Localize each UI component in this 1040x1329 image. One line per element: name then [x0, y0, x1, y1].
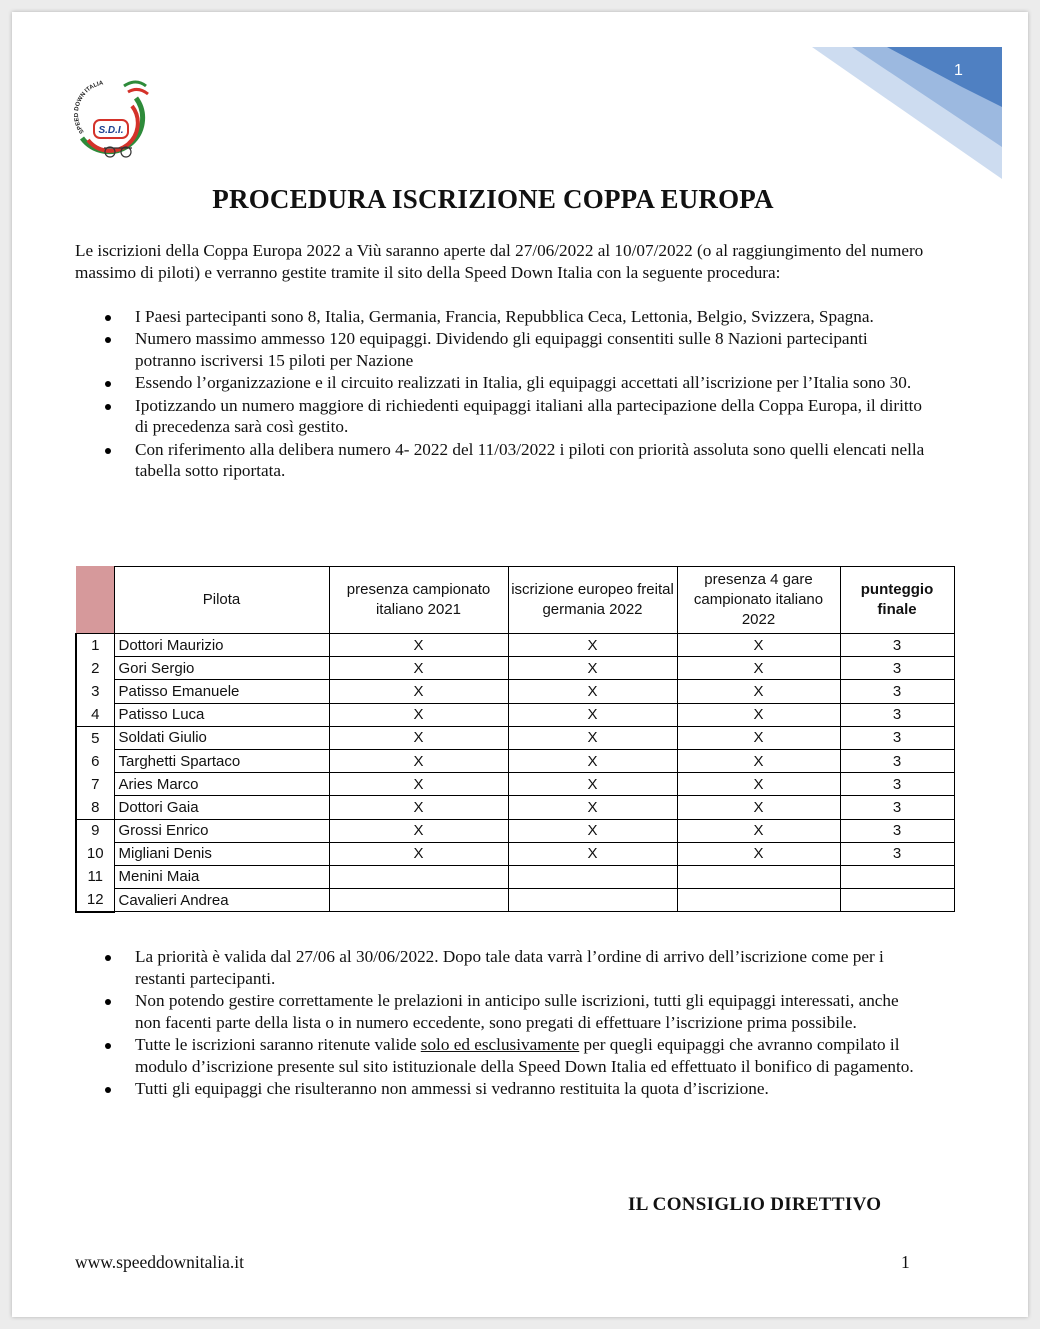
cell-campionato-2021: X — [329, 634, 508, 657]
speed-down-italia-logo — [74, 76, 152, 168]
list-item-text: Numero massimo ammesso 120 equipaggi. Dividendo gli equipaggi consentiti sulle 8 Nazioni partecipanti potranno iscriversi 15 piloti per Nazione — [135, 329, 868, 370]
list-item-text: Essendo l’organizzazione e il circuito realizzati in Italia, gli equipaggi accettati all’iscrizione per l’Italia sono 30. — [135, 373, 912, 393]
cell-gare-2022: X — [677, 634, 840, 657]
row-number: 8 — [76, 796, 114, 819]
logo-arc-text: SPEED DOWN ITALIA — [74, 80, 104, 135]
list-item-text: Ipotizzando un numero maggiore di richiedenti equipaggi italiani alla partecipazione della Coppa Europa, il diritto di precedenza sarà così gestito. — [135, 395, 923, 437]
table-row — [76, 680, 954, 703]
document-title: PROCEDURA ISCRIZIONE COPPA EUROPA — [212, 184, 774, 214]
row-number: 9 — [76, 819, 114, 842]
cell-punteggio: 3 — [840, 657, 954, 680]
cell-gare-2022: X — [677, 680, 840, 703]
list-item-text: Tutte le iscrizioni saranno ritenute valide — [135, 1035, 421, 1054]
document-page — [12, 12, 1028, 1317]
cell-gare-2022: X — [677, 819, 840, 842]
cell-campionato-2021: X — [329, 749, 508, 772]
header-campionato-2021: presenza campionato italiano 2021 — [329, 567, 508, 634]
bullet-dot-icon — [105, 955, 111, 961]
priority-table — [75, 566, 955, 913]
cell-gare-2022: X — [677, 749, 840, 772]
cell-europeo-2022: X — [508, 796, 677, 819]
cell-europeo-2022: X — [508, 749, 677, 772]
bullet-dot-icon — [105, 315, 111, 321]
pilot-name: Dottori Maurizio — [114, 634, 329, 657]
cell-europeo-2022: X — [508, 634, 677, 657]
table-row — [76, 657, 954, 680]
cell-europeo-2022: X — [508, 657, 677, 680]
cell-europeo-2022: X — [508, 726, 677, 749]
list-item-text: per quegli equipaggi che avranno compilato il modulo d’iscrizione presente sul sito istituzionale della Speed Down Italia ed effettuato il bonifico di pagamento. — [135, 1035, 914, 1076]
cell-punteggio — [840, 865, 954, 888]
underlined-emphasis: solo ed esclusivamente — [420, 1035, 580, 1054]
pilot-name: Soldati Giulio — [114, 726, 329, 749]
list-item-text: Con riferimento alla delibera numero 4- 2022 del 11/03/2022 i piloti con priorità assoluta sono quelli elencati nella tabella sotto riportata. — [135, 439, 925, 481]
table-row — [76, 842, 954, 865]
row-number: 4 — [76, 703, 114, 726]
top-bullet-list — [75, 306, 925, 483]
bullet-dot-icon — [105, 381, 111, 387]
cell-gare-2022: X — [677, 657, 840, 680]
bullet-dot-icon — [105, 404, 111, 410]
list-item — [75, 439, 925, 482]
list-item-text: I Paesi partecipanti sono 8, Italia, Germania, Francia, Repubblica Ceca, Lettonia, Belgio, Svizzera, Spagna. — [135, 307, 874, 326]
table-row — [76, 749, 954, 772]
cell-gare-2022 — [677, 889, 840, 912]
list-item — [75, 306, 925, 328]
cell-gare-2022: X — [677, 773, 840, 796]
cell-punteggio — [840, 889, 954, 912]
row-number: 10 — [76, 842, 114, 865]
cell-campionato-2021: X — [329, 680, 508, 703]
cell-europeo-2022: X — [508, 819, 677, 842]
cell-gare-2022: X — [677, 703, 840, 726]
list-item — [75, 1034, 925, 1077]
cell-campionato-2021: X — [329, 703, 508, 726]
cell-punteggio: 3 — [840, 749, 954, 772]
pilot-name: Gori Sergio — [114, 657, 329, 680]
cell-punteggio: 3 — [840, 842, 954, 865]
bullet-dot-icon — [105, 337, 111, 343]
cell-campionato-2021 — [329, 889, 508, 912]
bottom-bullet-list — [75, 946, 925, 1100]
cell-campionato-2021 — [329, 865, 508, 888]
cell-gare-2022: X — [677, 842, 840, 865]
cell-campionato-2021: X — [329, 842, 508, 865]
cell-europeo-2022: X — [508, 773, 677, 796]
bullet-dot-icon — [105, 999, 111, 1005]
list-item — [75, 372, 925, 394]
cell-campionato-2021: X — [329, 773, 508, 796]
row-number: 7 — [76, 773, 114, 796]
list-item-text: La priorità è valida dal 27/06 al 30/06/2022. Dopo tale data varrà l’ordine di arrivo dell’iscrizione come per i restanti partecipanti. — [135, 947, 884, 988]
pilot-name: Menini Maia — [114, 865, 329, 888]
row-number: 6 — [76, 749, 114, 772]
row-number: 12 — [76, 889, 114, 912]
list-item — [75, 395, 925, 438]
cell-gare-2022: X — [677, 726, 840, 749]
cell-punteggio: 3 — [840, 796, 954, 819]
list-item-text: Tutti gli equipaggi che risulteranno non ammessi si vedranno restituita la quota d’iscrizione. — [135, 1079, 769, 1098]
cell-campionato-2021: X — [329, 819, 508, 842]
cell-campionato-2021: X — [329, 796, 508, 819]
header-corner-cell — [76, 567, 114, 634]
cell-punteggio: 3 — [840, 819, 954, 842]
footer-url: www.speeddownitalia.it — [75, 1252, 244, 1272]
corner-page-number: 1 — [954, 62, 963, 79]
cell-punteggio: 3 — [840, 634, 954, 657]
cell-europeo-2022: X — [508, 842, 677, 865]
cell-punteggio: 3 — [840, 703, 954, 726]
pilot-name: Patisso Luca — [114, 703, 329, 726]
table-row — [76, 819, 954, 842]
table-row — [76, 796, 954, 819]
intro-paragraph: Le iscrizioni della Coppa Europa 2022 a Viù saranno aperte dal 27/06/2022 al 10/07/2022 (o al raggiungimento del numero massimo di piloti) e verranno gestite tramite il sito della Speed Down Italia con la seguente procedura: — [75, 241, 924, 282]
cell-europeo-2022 — [508, 889, 677, 912]
cell-europeo-2022 — [508, 865, 677, 888]
pilot-name: Aries Marco — [114, 773, 329, 796]
pilot-name: Patisso Emanuele — [114, 680, 329, 703]
pilot-name: Targhetti Spartaco — [114, 749, 329, 772]
cell-europeo-2022: X — [508, 703, 677, 726]
cell-europeo-2022: X — [508, 680, 677, 703]
cell-campionato-2021: X — [329, 726, 508, 749]
corner-decoration — [812, 47, 1002, 179]
row-number: 11 — [76, 865, 114, 888]
row-number: 1 — [76, 634, 114, 657]
header-gare-2022: presenza 4 gare campionato italiano 2022 — [677, 567, 840, 634]
bullet-dot-icon — [105, 1043, 111, 1049]
header-europeo-2022: iscrizione europeo freital germania 2022 — [508, 567, 677, 634]
pilot-name: Migliani Denis — [114, 842, 329, 865]
bullet-dot-icon — [105, 1087, 111, 1093]
row-number: 3 — [76, 680, 114, 703]
pilot-name: Grossi Enrico — [114, 819, 329, 842]
pilot-name: Cavalieri Andrea — [114, 889, 329, 912]
cell-campionato-2021: X — [329, 657, 508, 680]
table-row — [76, 889, 954, 912]
header-pilota: Pilota — [114, 567, 329, 634]
row-number: 5 — [76, 726, 114, 749]
footer-page-number: 1 — [901, 1252, 910, 1272]
table-row — [76, 634, 954, 657]
table-row — [76, 773, 954, 796]
pilot-name: Dottori Gaia — [114, 796, 329, 819]
list-item — [75, 990, 925, 1033]
bullet-dot-icon — [105, 448, 111, 454]
table-row — [76, 703, 954, 726]
table-header-row — [76, 567, 954, 634]
header-punteggio: punteggio finale — [840, 567, 954, 634]
list-item — [75, 1078, 925, 1100]
cell-gare-2022 — [677, 865, 840, 888]
table-row — [76, 726, 954, 749]
row-number: 2 — [76, 657, 114, 680]
cell-punteggio: 3 — [840, 726, 954, 749]
table-row — [76, 865, 954, 888]
cell-punteggio: 3 — [840, 773, 954, 796]
svg-text:S.D.I.: S.D.I. — [98, 125, 124, 136]
cell-punteggio: 3 — [840, 680, 954, 703]
list-item — [75, 946, 925, 989]
cell-gare-2022: X — [677, 796, 840, 819]
list-item — [75, 328, 925, 371]
signature: IL CONSIGLIO DIRETTIVO — [628, 1194, 882, 1215]
list-item-text: Non potendo gestire correttamente le prelazioni in anticipo sulle iscrizioni, tutti gli equipaggi interessati, anche non facenti parte della lista o in numero eccedente, sono pregati di effettuare l’iscrizione prima possibile. — [135, 991, 899, 1032]
